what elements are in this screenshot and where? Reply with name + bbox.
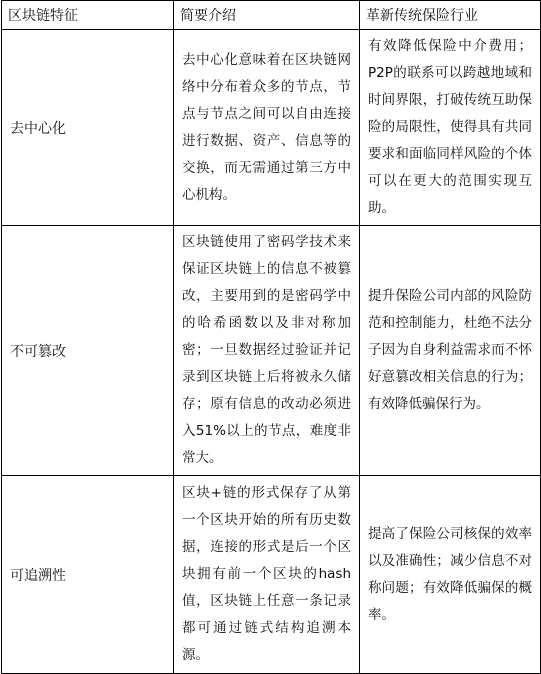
table-header-row — [2, 1, 541, 30]
table-row — [2, 476, 541, 674]
blockchain-insurance-table — [1, 0, 541, 674]
table-row — [2, 30, 541, 226]
feature-cell: 可追溯性 — [2, 476, 174, 674]
reform-cell: 有效降低保险中介费用；P2P的联系可以跨越地域和时间界限，打破传统互助保险的局限性，使得具有共同要求和面临同样风险的个体可以在更大的范围实现互助。 — [360, 30, 541, 226]
description-cell: 区块+链的形式保存了从第一个区块开始的所有历史数据，连接的形式是后一个区块拥有前一个区块的hash值，区块链上任意一条记录都可通过链式结构追溯本源。 — [174, 476, 360, 674]
description-cell: 去中心化意味着在区块链网络中分布着众多的节点，节点与节点之间可以自由连接进行数据、资产、信息等的交换，而无需通过第三方中心机构。 — [174, 30, 360, 226]
reform-cell: 提升保险公司内部的风险防范和控制能力，杜绝不法分子因为自身利益需求而不怀好意篡改相关信息的行为；有效降低骗保行为。 — [360, 226, 541, 476]
reform-cell: 提高了保险公司核保的效率以及准确性；减少信息不对称问题；有效降低骗保的概率。 — [360, 476, 541, 674]
feature-cell: 不可篡改 — [2, 226, 174, 476]
header-feature: 区块链特征 — [2, 1, 174, 30]
table-row — [2, 226, 541, 476]
feature-cell: 去中心化 — [2, 30, 174, 226]
header-description: 简要介绍 — [174, 1, 360, 30]
header-insurance-reform: 革新传统保险行业 — [360, 1, 541, 30]
description-cell: 区块链使用了密码学技术来保证区块链上的信息不被篡改，主要用到的是密码学中的哈希函数以及非对称加密；一旦数据经过验证并记录到区块链上后将被永久储存；原有信息的改动必须进入51%以上的节点，难度非常大。 — [174, 226, 360, 476]
